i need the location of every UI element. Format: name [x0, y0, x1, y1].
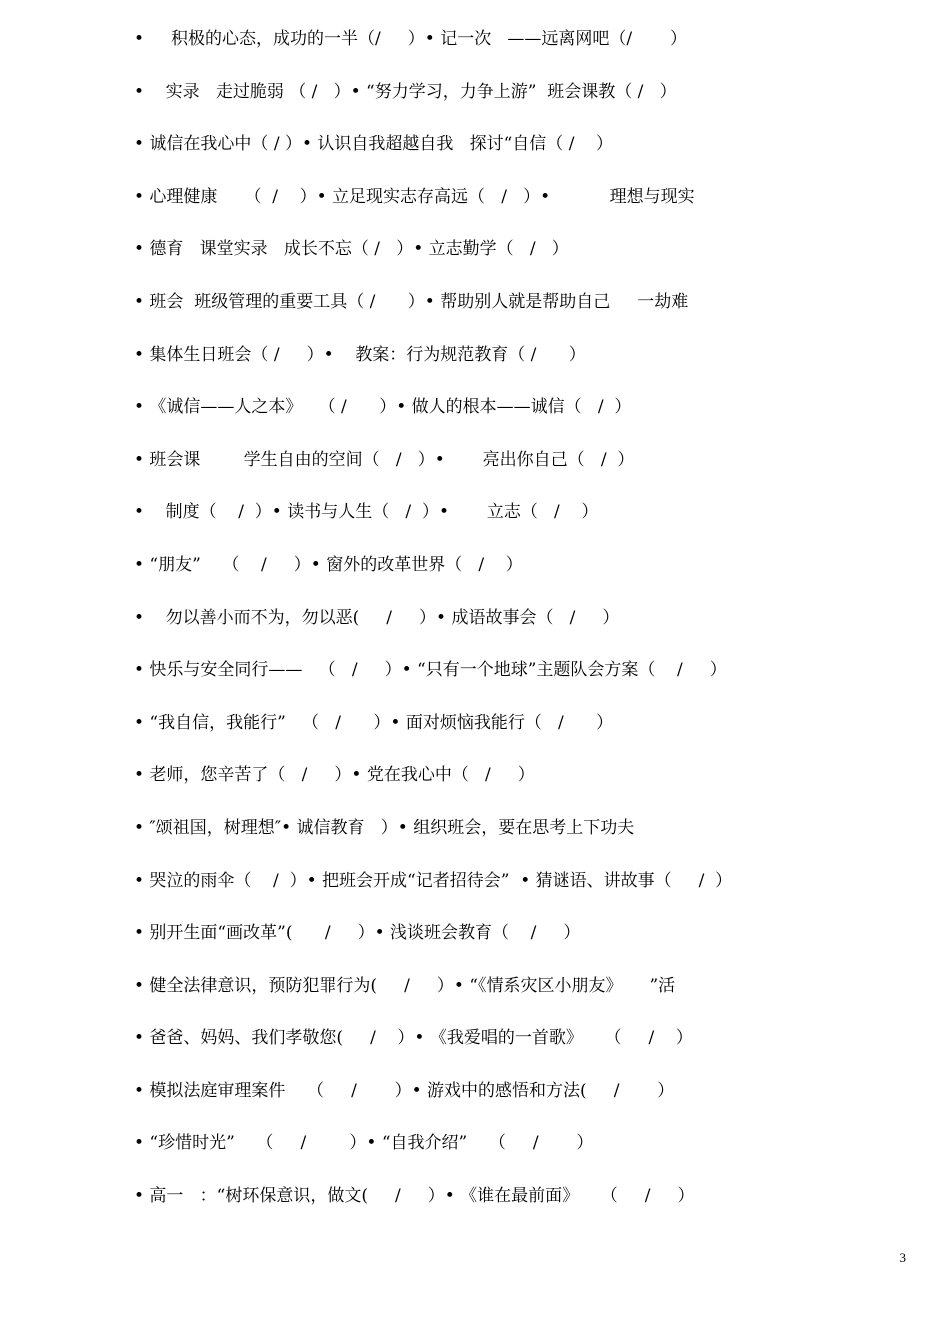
list-item: • 班会课 学生自由的空间（ / ）• 亮出你自己（ / ）	[134, 449, 635, 470]
list-item: • 哭泣的雨伞（ / ）• 把班会开成“记者招待会” • 猜谜语、讲故事（ / ）	[134, 870, 733, 891]
list-item: • “朋友” （ / ）• 窗外的改革世界（ / ）	[134, 554, 523, 575]
list-item: • 高一 ：“树环保意识，做文( / ）• 《谁在最前面》 （ / ）	[134, 1186, 695, 1207]
list-item: • 健全法律意识，预防犯罪行为( / ）• “《情系灾区小朋友》 ”活	[134, 975, 676, 996]
list-item: • 制度（ / ）• 读书与人生（ / ）• 立志（ / ）	[134, 502, 599, 523]
list-item: • 《诚信——人之本》 （ / ）• 做人的根本——诚信（ / ）	[134, 397, 632, 418]
page-number: 3	[899, 1250, 906, 1265]
list-item: • 诚信在我心中（ / ）• 认识自我超越自我 探讨“自信（ / ）	[134, 134, 614, 155]
list-item: • 积极的心态，成功的一半（/ ）• 记一次 ——远离网吧（/ ）	[134, 29, 687, 49]
list-item: • 集体生日班会（ / ）• 教案：行为规范教育（ / ）	[134, 344, 586, 365]
list-item: • 勿以善小而不为，勿以恶( / ）• 成语故事会（ / ）	[134, 607, 620, 628]
topic-list	[134, 24, 834, 1234]
list-item: • 老师，您辛苦了（ / ）• 党在我心中（ / ）	[134, 765, 535, 786]
list-item: • 实录 走过脆弱 （ / ）• “努力学习，力争上游” 班会课教（ / ）	[134, 81, 677, 102]
list-item: • 别开生面“画改革”( / ）• 浅谈班会教育（ / ）	[134, 923, 581, 944]
list-item: • 模拟法庭审理案件 （ / ）• 游戏中的感悟和方法( / ）	[134, 1080, 675, 1101]
list-item: • 心理健康 （ / ）• 立足现实志存高远（ / ）• 理想与现实	[134, 186, 695, 207]
list-item: • ″颂祖国，树理想″• 诚信教育 ）• 组织班会，要在思考上下功夫	[134, 817, 635, 838]
list-item: • 德育 课堂实录 成长不忘（ / ）• 立志勤学（ / ）	[134, 239, 569, 260]
list-item: • “珍惜时光” （ / ）• “自我介绍” （ / ）	[134, 1133, 594, 1154]
list-item: • 快乐与安全同行—— （ / ）• “只有一个地球”主题队会方案（ / ）	[134, 660, 727, 681]
list-item: • 爸爸、妈妈、我们孝敬您( / ）• 《我爱唱的一首歌》 （ / ）	[134, 1028, 693, 1049]
list-item: • “我自信，我能行” （ / ）• 面对烦恼我能行（ / ）	[134, 712, 614, 733]
list-item: • 班会 班级管理的重要工具（ / ）• 帮助别人就是帮助自己 一劫难	[134, 291, 689, 312]
